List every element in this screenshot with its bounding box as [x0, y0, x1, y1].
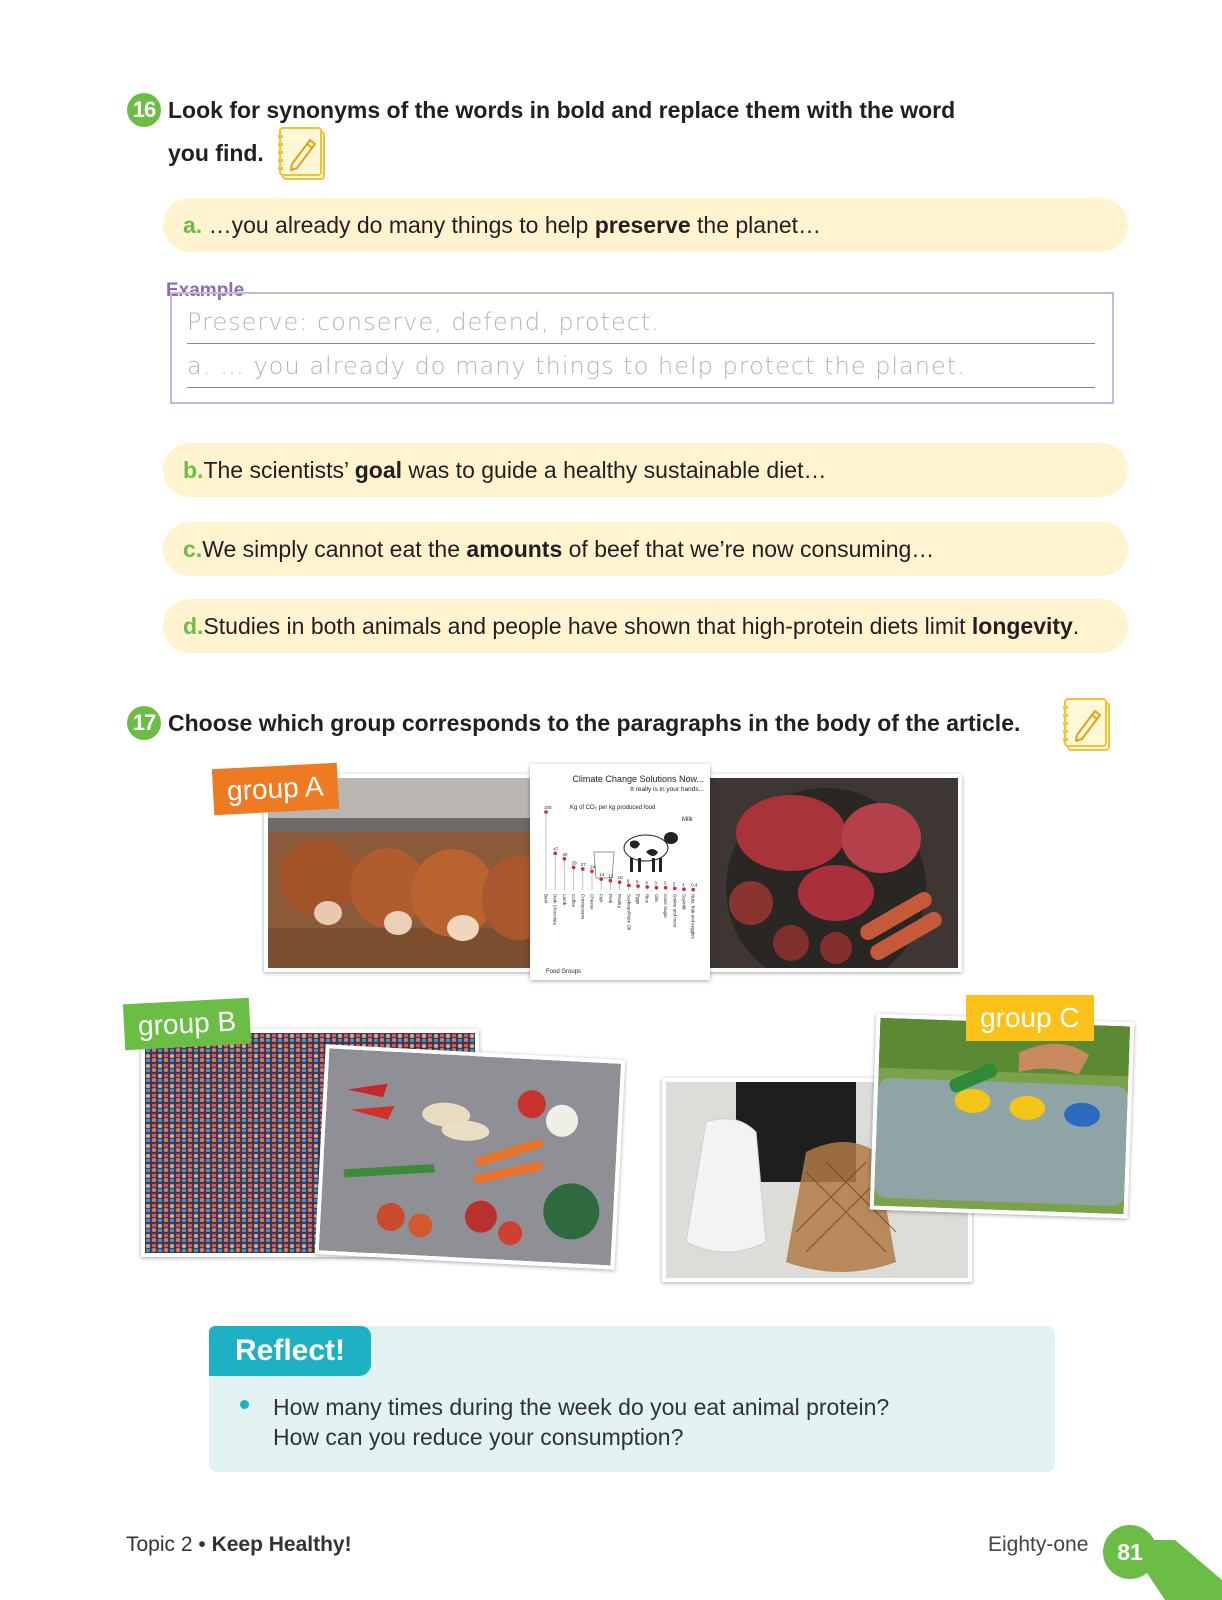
chart-annotation: Milk: [682, 817, 693, 823]
chart-value-label: 12: [608, 873, 614, 879]
sentence-a: [163, 198, 1128, 252]
chart-value-label: 5: [636, 879, 639, 885]
chart-category-label: Oils: [653, 894, 659, 902]
chart-point: [544, 810, 548, 814]
vegetables-illustration: [319, 1048, 621, 1265]
recycling-illustration: [874, 1018, 1130, 1215]
sentence-letter: d.: [183, 613, 204, 639]
vegetables-photo: [315, 1044, 626, 1269]
chart-category-label: Dark Chocolate: [552, 894, 558, 926]
chart-category-label: Fish: [598, 894, 604, 903]
bold-word: preserve: [594, 212, 691, 238]
chart-value-label: 0.4: [691, 882, 698, 888]
sentence-text: .: [1072, 613, 1080, 639]
bold-word: longevity: [971, 613, 1073, 639]
chart-point: [553, 852, 557, 856]
chart-value-label: 47: [553, 846, 559, 852]
sentence-d: [163, 599, 1128, 653]
meat-illustration: [706, 778, 958, 968]
exercise-17-title: Choose which group corresponds to the paragraphs in the body of the article.: [168, 710, 1021, 736]
chart-value-label: 27: [580, 861, 586, 867]
group-b-label: group B: [123, 998, 251, 1051]
notebook-pencil-icon: [278, 126, 328, 182]
group-c-label: group C: [966, 995, 1094, 1041]
sentence-text: Studies in both animals and people have shown that high-protein diets limit: [203, 613, 972, 639]
chart-point: [682, 887, 686, 891]
exercise-number-17: 17: [127, 706, 161, 740]
chart-point: [563, 857, 567, 861]
chart-value-label: 6: [626, 878, 630, 884]
chart-point: [609, 879, 613, 883]
group-a-label: group A: [212, 763, 339, 815]
exercise-number-16: 16: [127, 93, 161, 127]
footer-topic: [126, 1533, 352, 1557]
sentence-text: the planet…: [690, 212, 822, 238]
chart-category-label: Nuts, fruit and veggies: [690, 894, 696, 939]
chart-category-label: Coffee: [571, 894, 577, 908]
co2-chart-card: [530, 764, 710, 980]
chart-title: Climate Change Solutions Now...: [572, 774, 704, 784]
recycling-bins-photo: [870, 1014, 1135, 1219]
chart-point: [673, 887, 677, 891]
sentence-text: …you already do many things to help: [202, 212, 595, 238]
chart-value-label: 1: [682, 882, 685, 888]
bold-word: amounts: [466, 536, 563, 562]
chart-value-label: 40: [562, 851, 568, 857]
chart-value-label: 14: [599, 872, 605, 878]
chart-category-label: Cheese: [589, 894, 595, 910]
chart-category-label: Grains and more: [672, 894, 678, 928]
chart-category-label: Eggs: [635, 894, 641, 905]
chart-category-label: Poultry: [617, 894, 623, 909]
chart-point: [645, 885, 649, 889]
chart-category-label: Soybean/Palm Oil: [626, 894, 632, 931]
exercise-16-title-line1: Look for synonyms of the words in bold and replace them with the word: [168, 97, 956, 123]
bold-word: goal: [354, 457, 402, 483]
sentence-letter: c.: [183, 536, 203, 562]
sentence-text: was to guide a healthy sustainable diet…: [402, 457, 827, 483]
example-label: Example: [166, 280, 245, 301]
sentence-text: We simply cannot eat the: [202, 536, 467, 562]
footer-topic-label: Topic 2 •: [126, 1533, 212, 1556]
chart-point: [599, 877, 603, 881]
footer-page-words: Eighty-one: [988, 1533, 1089, 1556]
bullet-icon: [240, 1400, 249, 1409]
sentence-letter: b.: [183, 457, 204, 483]
chart-point: [636, 884, 640, 888]
chart-point: [572, 866, 576, 870]
reflect-line-2: How can you reduce your consumption?: [273, 1424, 684, 1450]
reflect-title: Reflect!: [209, 1326, 371, 1376]
chart-value-label: 24: [590, 864, 596, 870]
reflect-line-1: How many times during the week do you eat animal protein?: [273, 1394, 890, 1420]
example-line-1: Preserve: conserve, defend, protect.: [187, 300, 1095, 344]
sentence-c: [163, 522, 1128, 576]
sentence-text: The scientists’: [203, 457, 355, 483]
chart-category-label: Rice: [644, 894, 650, 904]
sentence-text: of beef that we’re now consuming…: [562, 536, 935, 562]
chart-point: [664, 886, 668, 890]
chart-value-label: 29: [571, 860, 577, 866]
chart-point: [627, 884, 631, 888]
chart-category-label: Lamb: [561, 894, 567, 906]
chart-category-label: Soymilk: [681, 894, 687, 910]
sentence-letter: a.: [183, 212, 203, 238]
sentence-b: [163, 443, 1128, 497]
chart-point: [655, 886, 659, 890]
chart-y-label: Kg of CO₂ per kg produced food: [570, 805, 656, 811]
chart-value-label: 100: [544, 805, 552, 810]
chart-x-label: Food Groups: [546, 969, 582, 975]
chart-point: [581, 867, 585, 871]
notebook-pencil-icon: [1063, 697, 1113, 753]
co2-chart: [534, 768, 706, 976]
chart-category-label: Crustaceans: [580, 894, 586, 920]
chart-category-label: Pork: [607, 894, 613, 904]
reflect-question: [273, 1392, 889, 1452]
footer-topic-title: Keep Healthy!: [211, 1533, 352, 1556]
chart-subtitle: It really is in your hands...: [630, 786, 704, 793]
example-line-2: a. … you already do many things to help protect the planet.: [187, 344, 1095, 388]
chart-category-label: Beef: [543, 894, 549, 904]
chart-point: [618, 880, 622, 884]
chart-category-label: Cane Sugar: [663, 894, 669, 919]
chart-point: [691, 888, 695, 892]
chart-point: [590, 869, 594, 873]
chart-value-label: 3: [663, 880, 667, 886]
chart-value-label: 2: [672, 881, 676, 887]
exercise-16-title-line2: you find.: [168, 140, 264, 166]
chart-value-label: 4: [645, 879, 648, 885]
chart-value-label: 10: [617, 875, 623, 881]
page-number: 81: [1103, 1525, 1157, 1579]
chart-value-label: 3: [654, 880, 657, 886]
meat-grill-photo: [702, 774, 962, 972]
